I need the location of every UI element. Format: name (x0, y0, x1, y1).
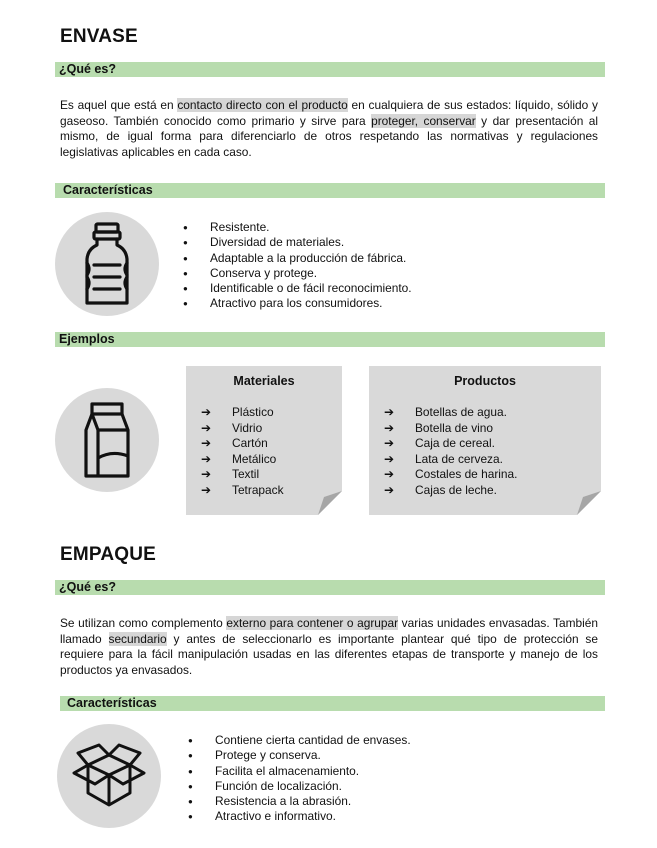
list-item: ➔ Plástico (201, 405, 274, 419)
highlight-contacto: contacto directo con el producto (177, 98, 348, 112)
envase-characteristics-list (183, 220, 412, 312)
list-item: ● Identificable o de fácil reconocimiento. (183, 281, 412, 296)
arrow-icon: ➔ (201, 420, 212, 435)
arrow-icon: ➔ (201, 405, 212, 419)
arrow-icon: ➔ (384, 467, 395, 481)
highlight-secundario: secundario (108, 631, 167, 646)
page-curl-icon (577, 491, 601, 515)
arrow-icon: ➔ (384, 482, 395, 497)
empaque-characteristics-list (188, 733, 411, 825)
list-item: ➔ Costales de harina. (384, 467, 518, 481)
bottle-icon (55, 212, 159, 316)
arrow-icon: ➔ (201, 436, 212, 450)
list-item: ● Atractivo para los consumidores. (183, 296, 412, 311)
list-item: ● Resistente. (183, 220, 412, 235)
open-box-icon (57, 724, 161, 828)
list-item: ● Función de localización. (188, 779, 411, 794)
envase-definition: Es aquel que está en contacto directo con el producto en cualquiera de sus estados: líquido, sólido y gaseoso. También conocido como primario y sirve para proteger, conservar y dar presentación al mismo, de igual forma para diferenciarlo de otros respetando las normativas y regulaciones legislativas aplicables en cada caso. (60, 98, 599, 159)
list-item: ● Facilita el almacenamiento. (188, 764, 411, 779)
list-item: ➔ Cajas de leche. (384, 482, 497, 497)
list-item: ➔ Vidrio (201, 420, 263, 435)
materiales-list (201, 405, 284, 498)
list-item: ➔ Tetrapack (201, 482, 284, 497)
arrow-icon: ➔ (384, 451, 395, 466)
list-item: ➔ Botellas de agua. (384, 405, 507, 419)
list-item: ➔ Lata de cerveza. (384, 451, 503, 466)
empaque-caracteristicas-heading: Características (60, 696, 605, 711)
materiales-title: Materiales (233, 374, 295, 388)
empaque-title: EMPAQUE (60, 544, 157, 565)
list-item: ● Conserva y protege. (183, 266, 412, 281)
list-item: ● Atractivo e informativo. (188, 809, 411, 824)
arrow-icon: ➔ (201, 467, 212, 481)
highlight-externo: externo para contener o agrupar (226, 616, 399, 630)
list-item: ● Protege y conserva. (188, 748, 411, 763)
list-item: ➔ Textil (201, 467, 260, 481)
empaque-definition: Se utilizan como complemento externo para contener o agrupar varias unidades envasadas. También llamado secundario y antes de seleccionarlo es importante plantear qué tipo de protección se requiere para la fácil manipulación usadas en las diferentes etapas de transporte y manejo de los productos ya envasados. (60, 616, 598, 677)
list-item: ➔ Botella de vino (384, 420, 494, 435)
envase-ejemplos-heading: Ejemplos (55, 332, 605, 347)
list-item: ➔ Caja de cereal. (384, 436, 495, 450)
list-item: ● Adaptable a la producción de fábrica. (183, 251, 412, 266)
arrow-icon: ➔ (384, 420, 395, 435)
arrow-icon: ➔ (201, 482, 212, 497)
arrow-icon: ➔ (201, 451, 212, 466)
arrow-icon: ➔ (384, 436, 395, 450)
envase-caracteristicas-heading: Características (55, 183, 605, 198)
list-item: ➔ Metálico (201, 451, 277, 466)
list-item: ● Diversidad de materiales. (183, 235, 412, 250)
list-item: ● Resistencia a la abrasión. (188, 794, 411, 809)
productos-title: Productos (454, 374, 516, 388)
empaque-que-es-heading: ¿Qué es? (55, 580, 605, 595)
page-curl-icon (318, 491, 342, 515)
list-item: ➔ Cartón (201, 436, 268, 450)
highlight-proteger: proteger, conservar (371, 113, 476, 128)
arrow-icon: ➔ (384, 405, 395, 419)
materiales-card (186, 366, 342, 515)
productos-card (369, 366, 601, 515)
envase-que-es-heading: ¿Qué es? (55, 62, 605, 77)
list-item: ● Contiene cierta cantidad de envases. (188, 733, 411, 748)
envase-title: ENVASE (60, 26, 138, 47)
productos-list (384, 405, 517, 498)
milk-carton-icon (55, 388, 159, 492)
